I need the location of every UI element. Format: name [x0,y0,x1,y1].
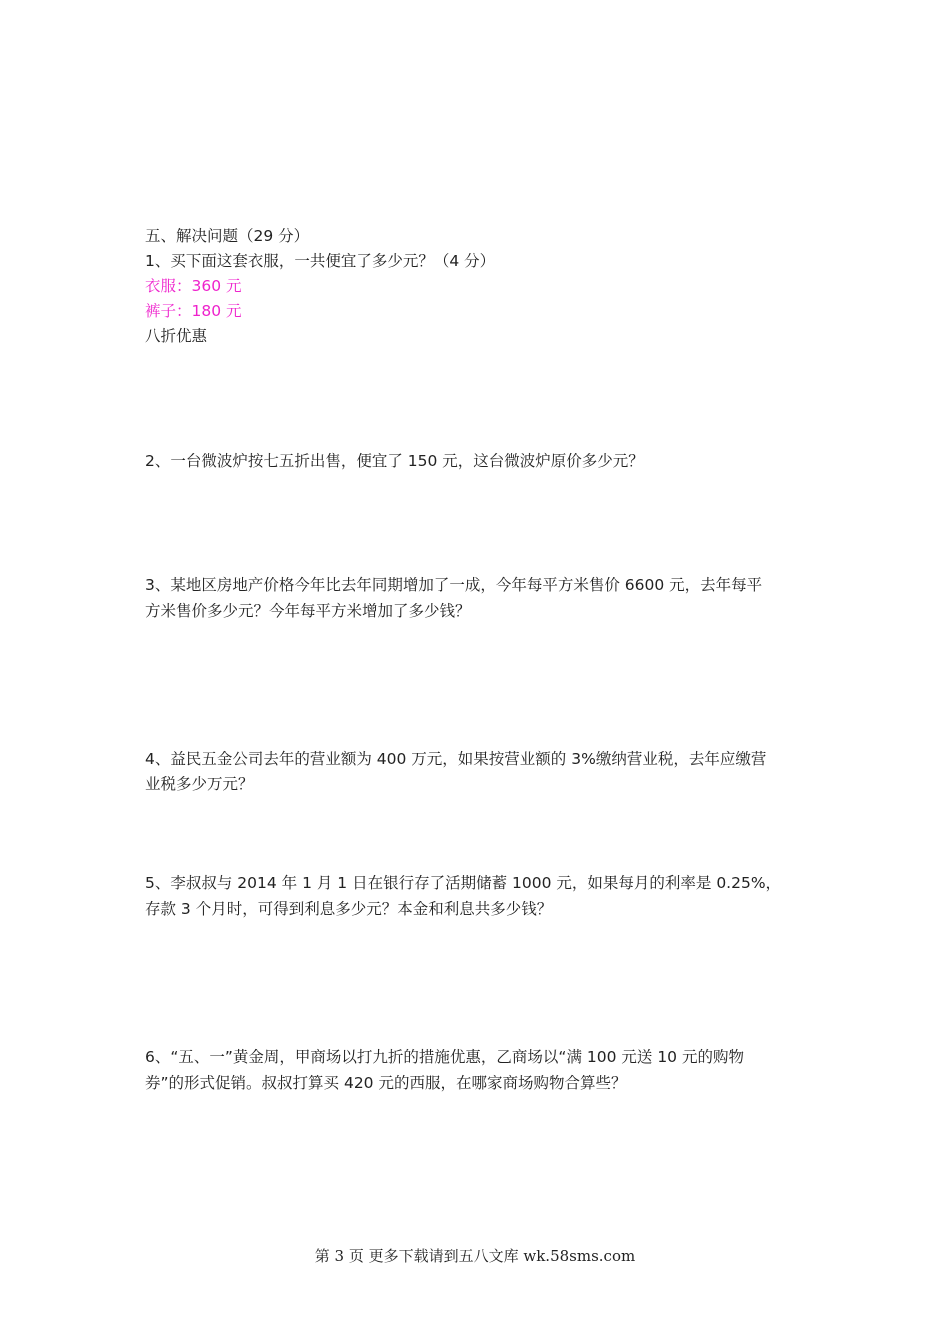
question-4-line-2: 业税多少万元？ [145,775,254,793]
question-2: 2、一台微波炉按七五折出售，便宜了 150 元，这台微波炉原价多少元？ [145,452,644,470]
page-footer: 第 3 页 更多下载请到五八文库 wk.58sms.com [314,1247,636,1265]
question-3-line-1: 3、某地区房地产价格今年比去年同期增加了一成，今年每平方米售价 6600 元，去年每平 [145,576,763,594]
question-5-line-2: 存款 3 个月时，可得到利息多少元？本金和利息共多少钱？ [145,900,553,918]
question-5-line-1: 5、李叔叔与 2014 年 1 月 1 日在银行存了活期储蓄 1000 元，如果每月的利率是 0.25%， [145,874,782,892]
q1-item-clothes: 衣服：360 元 [145,277,242,295]
q1-item-pants: 裤子：180 元 [145,302,242,320]
section-title: 五、解决问题（29 分） [145,227,310,245]
question-1: 1、买下面这套衣服，一共便宜了多少元？（4 分） [145,252,496,270]
question-6-line-1: 6、“五、一”黄金周，甲商场以打九折的措施优惠，乙商场以“满 100 元送 10 元的购物 [145,1048,744,1066]
question-4-line-1: 4、益民五金公司去年的营业额为 400 万元，如果按营业额的 3%缴纳营业税，去年应缴营 [145,750,767,768]
question-6-line-2: 券”的形式促销。叔叔打算买 420 元的西服，在哪家商场购物合算些？ [145,1074,627,1092]
question-3-line-2: 方米售价多少元？今年每平方米增加了多少钱？ [145,602,471,620]
q1-discount: 八折优惠 [145,327,208,345]
